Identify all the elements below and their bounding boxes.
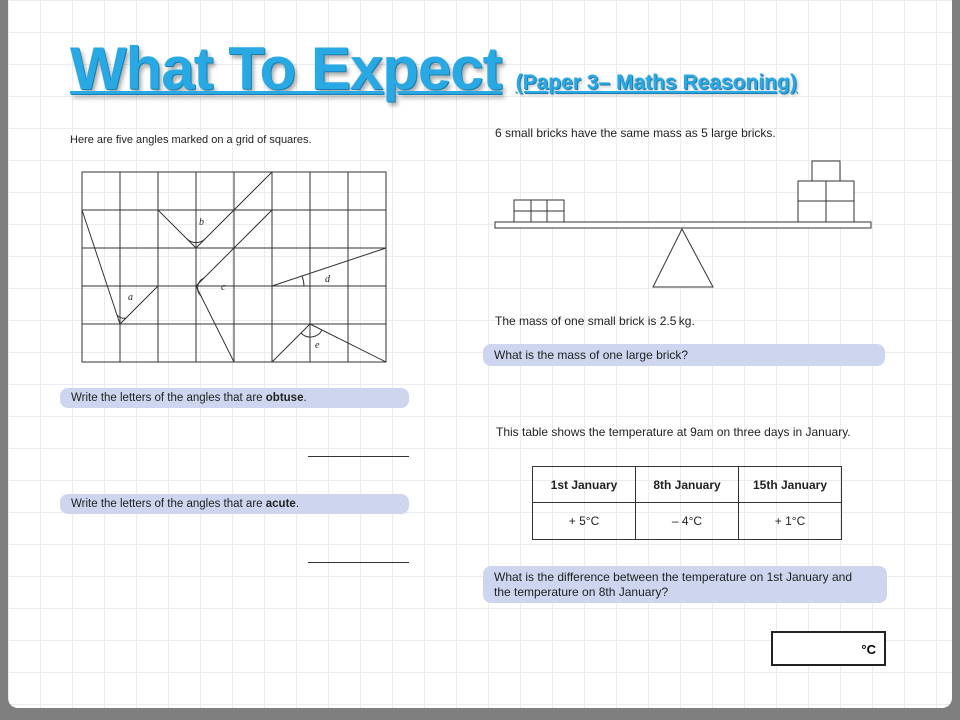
bricks-intro: 6 small bricks have the same mass as 5 large bricks.: [495, 126, 776, 140]
obtuse-question-text: Write the letters of the angles that are: [71, 392, 266, 404]
temperature-table: [532, 466, 842, 540]
angle-label-d: d: [325, 274, 330, 285]
table-header: 15th January: [739, 467, 842, 503]
acute-question: Write the letters of the angles that are acute .: [60, 494, 409, 514]
angle-label-a: a: [128, 292, 133, 303]
slide-title: [70, 34, 797, 103]
title-subtitle: (Paper 3– Maths Reasoning): [515, 71, 797, 94]
angle-label-e: e: [315, 340, 320, 351]
acute-answer-line[interactable]: [308, 562, 409, 563]
obtuse-question: Write the letters of the angles that are obtuse .: [60, 388, 409, 408]
table-header: 1st January: [533, 467, 636, 503]
acute-word: acute: [265, 498, 296, 510]
obtuse-answer-line[interactable]: [308, 456, 409, 457]
temperature-intro: This table shows the temperature at 9am on three days in January.: [496, 425, 851, 439]
table-cell: – 4°C: [636, 503, 739, 540]
obtuse-word: obtuse: [265, 392, 304, 404]
temperature-answer-box[interactable]: [771, 631, 886, 666]
table-cell: + 1°C: [739, 503, 842, 540]
angle-label-c: c: [221, 282, 226, 293]
bricks-question-text: What is the mass of one large brick?: [494, 348, 689, 362]
temperature-question: [483, 566, 887, 603]
slide: [8, 0, 952, 708]
table-cell: + 5°C: [533, 503, 636, 540]
answer-unit: °C: [861, 642, 876, 657]
bricks-given: The mass of one small brick is 2.5 kg.: [495, 314, 695, 328]
title-main: What To Expect: [70, 35, 502, 102]
balance-scale-diagram: [495, 160, 871, 290]
angle-grid-diagram: [82, 172, 386, 362]
table-header-row: [533, 467, 842, 503]
angle-label-b: b: [199, 217, 204, 228]
table-header: 8th January: [636, 467, 739, 503]
temperature-question-line1: What is the difference between the temperature on 1st January and: [494, 569, 852, 584]
angles-intro: Here are five angles marked on a grid of squares.: [70, 134, 312, 146]
bricks-question: [483, 344, 885, 366]
table-row: [533, 503, 842, 540]
temperature-question-line2: the temperature on 8th January?: [494, 584, 669, 599]
acute-question-text: Write the letters of the angles that are: [71, 498, 266, 510]
